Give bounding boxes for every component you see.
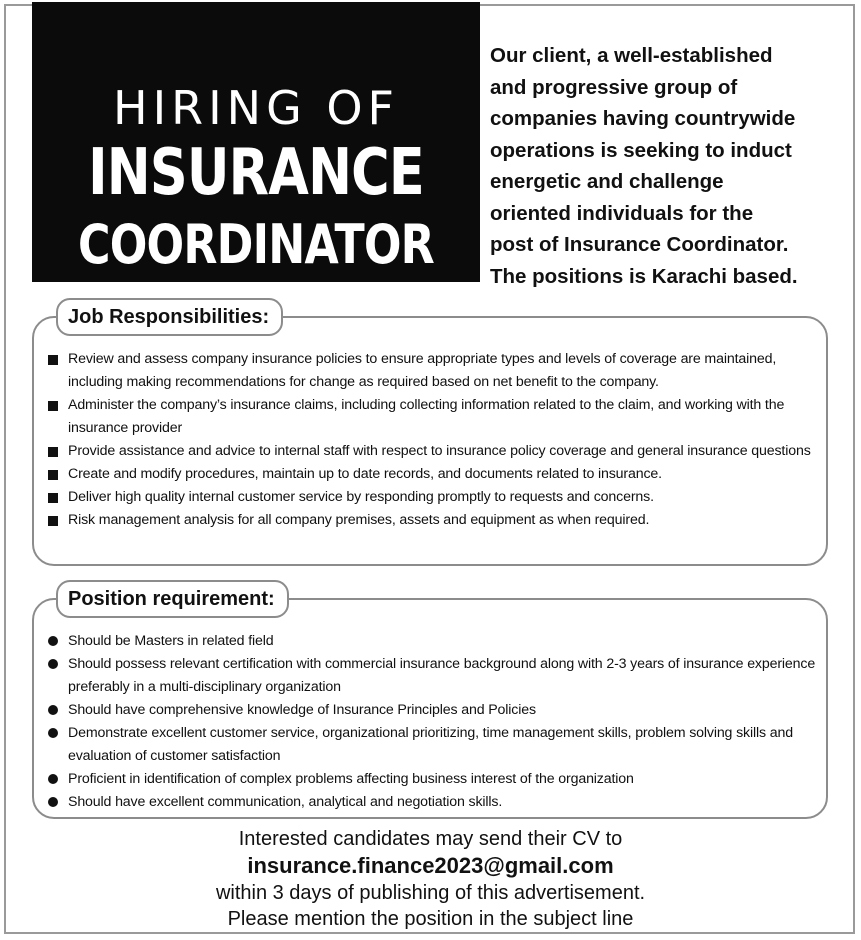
square-bullet-icon bbox=[48, 401, 58, 411]
intro-line: The positions is Karachi based. bbox=[490, 264, 798, 288]
list-item-text: Should possess relevant certification with commercial insurance background along with 2-3 years of insurance experience preferably in a multi-disciplinary organization bbox=[68, 656, 816, 695]
list-item bbox=[46, 722, 818, 768]
application-instruction: Interested candidates may send their CV to bbox=[238, 828, 623, 850]
intro-line: post of Insurance Coordinator. bbox=[490, 233, 789, 256]
intro-line: energetic and challenge bbox=[490, 170, 724, 193]
round-bullet-icon bbox=[48, 636, 58, 646]
list-item-text: Administer the company’s insurance claims, including collecting information related to the claim, and working with the insurance provider bbox=[68, 397, 785, 436]
intro-line: operations is seeking to induct bbox=[490, 138, 792, 162]
list-item-text: Risk management analysis for all company premises, assets and equipment as when required. bbox=[68, 512, 650, 528]
list-item-text: Should be Masters in related field bbox=[68, 633, 274, 649]
position-requirement-list bbox=[46, 630, 818, 814]
square-bullet-icon bbox=[48, 493, 58, 503]
title-coordinator: COORDINATOR bbox=[78, 213, 434, 276]
list-item-text: Should have comprehensive knowledge of Insurance Principles and Policies bbox=[68, 702, 536, 718]
list-item-text: Review and assess company insurance policies to ensure appropriate types and levels of coverage are maintained, including making recommendations for change as required based on net benefit to the company. bbox=[68, 351, 777, 390]
position-requirement-heading: Position requirement: bbox=[56, 580, 289, 618]
round-bullet-icon bbox=[48, 774, 58, 784]
job-responsibilities-panel bbox=[32, 306, 828, 566]
contact-email: insurance.finance2023@gmail.com bbox=[247, 853, 614, 878]
list-item-text: Should have excellent communication, analytical and negotiation skills. bbox=[68, 794, 503, 810]
intro-line: companies having countrywide bbox=[490, 107, 796, 130]
list-item bbox=[46, 463, 818, 486]
square-bullet-icon bbox=[48, 470, 58, 480]
intro-line: Our client, a well-established bbox=[490, 44, 773, 67]
list-item bbox=[46, 509, 818, 532]
intro-paragraph bbox=[490, 40, 850, 292]
round-bullet-icon bbox=[48, 659, 58, 669]
job-responsibilities-list bbox=[46, 348, 818, 532]
title-block bbox=[32, 2, 480, 282]
list-item bbox=[46, 768, 818, 791]
title-hiring-of: HIRING OF bbox=[112, 81, 400, 135]
round-bullet-icon bbox=[48, 705, 58, 715]
list-item-text: Provide assistance and advice to internal staff with respect to insurance policy coverage and general insurance questions bbox=[68, 443, 811, 459]
square-bullet-icon bbox=[48, 447, 58, 457]
list-item bbox=[46, 486, 818, 509]
list-item bbox=[46, 348, 818, 394]
list-item bbox=[46, 440, 818, 463]
list-item-text: Proficient in identification of complex problems affecting business interest of the organization bbox=[68, 771, 634, 787]
intro-line: oriented individuals for the bbox=[490, 201, 754, 225]
list-item-text: Create and modify procedures, maintain up to date records, and documents related to insurance. bbox=[68, 466, 662, 482]
list-item bbox=[46, 699, 818, 722]
job-responsibilities-heading: Job Responsibilities: bbox=[56, 298, 283, 336]
square-bullet-icon bbox=[48, 516, 58, 526]
subject-line-note: Please mention the position in the subject line bbox=[227, 908, 634, 930]
intro-line: and progressive group of bbox=[490, 75, 738, 99]
list-item bbox=[46, 791, 818, 814]
title-insurance: INSURANCE bbox=[88, 136, 424, 210]
list-item bbox=[46, 394, 818, 440]
list-item-text: Demonstrate excellent customer service, organizational prioritizing, time management skills, problem solving skills and evaluation of customer satisfaction bbox=[68, 725, 793, 764]
position-requirement-panel bbox=[32, 588, 828, 819]
list-item bbox=[46, 653, 818, 699]
round-bullet-icon bbox=[48, 797, 58, 807]
application-deadline: within 3 days of publishing of this advertisement. bbox=[215, 882, 646, 904]
list-item bbox=[46, 630, 818, 653]
list-item-text: Deliver high quality internal customer service by responding promptly to requests and concerns. bbox=[68, 489, 654, 505]
round-bullet-icon bbox=[48, 728, 58, 738]
square-bullet-icon bbox=[48, 355, 58, 365]
